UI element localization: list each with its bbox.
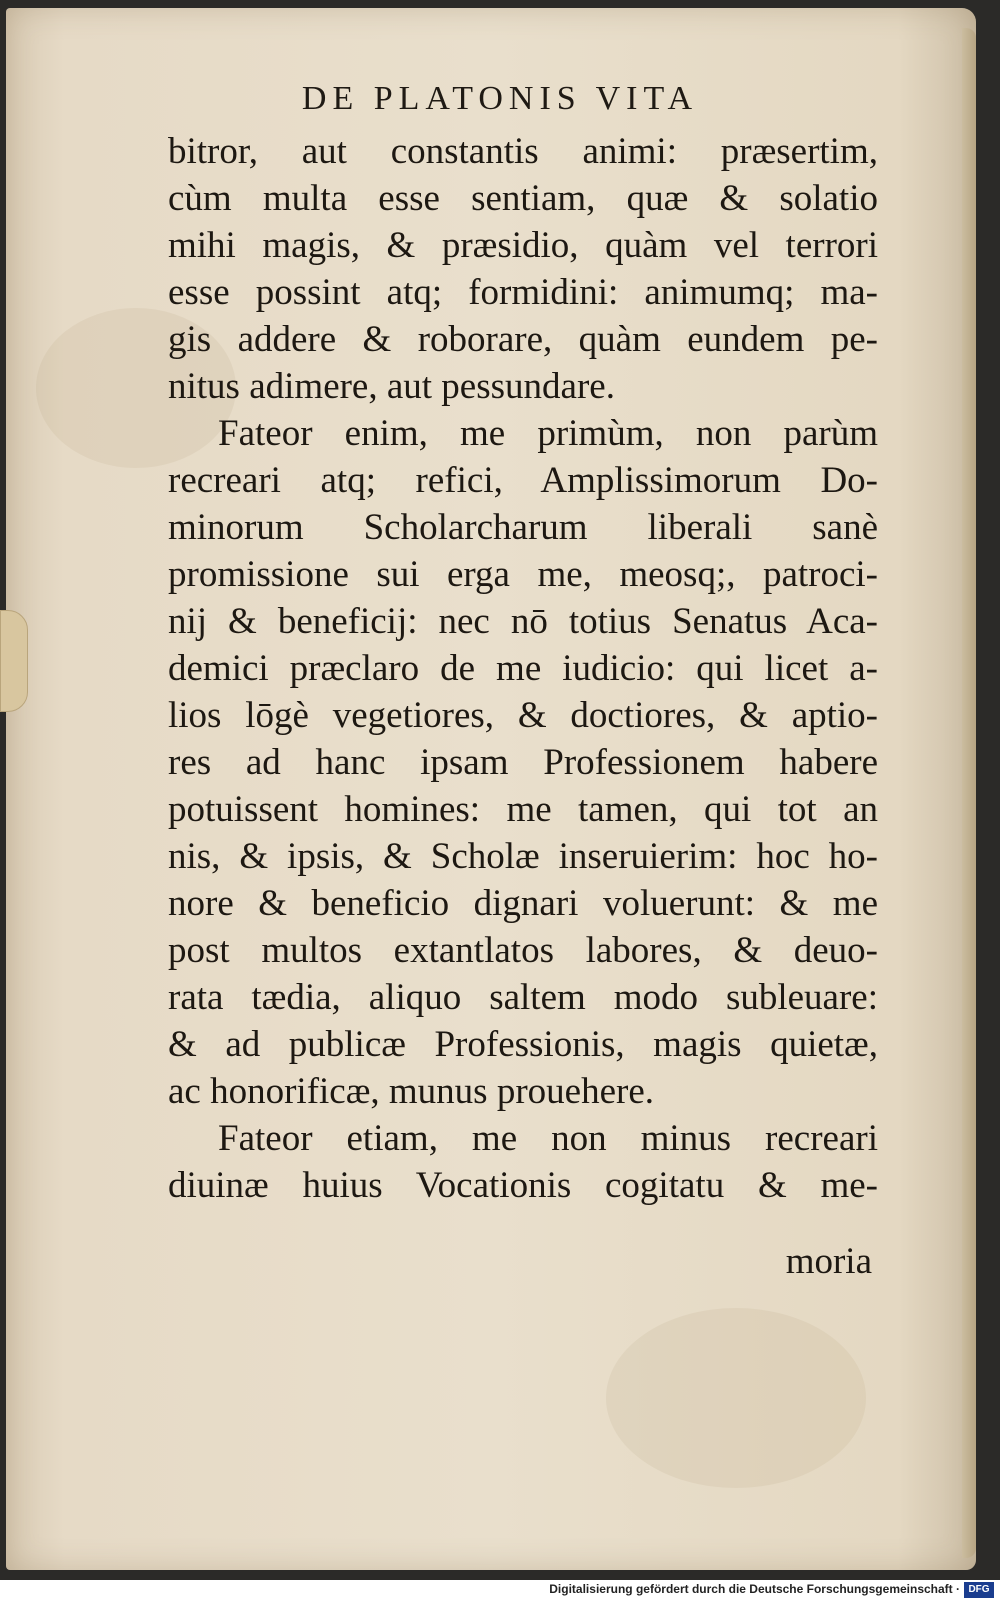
text-line: rata tædia, aliquo saltem modo subleuare: <box>168 977 878 1018</box>
running-head: DE PLATONIS VITA <box>301 80 699 117</box>
text-line: diuinæ huius Vocationis cogitatu & me- <box>168 1165 878 1206</box>
text-line: nis, & ipsis, & Scholæ inseruierim: hoc ho- <box>168 836 878 877</box>
dfg-logo: DFG <box>964 1582 994 1598</box>
page-tab <box>0 610 28 712</box>
text-line: cùm multa esse sentiam, quæ & solatio <box>168 178 878 219</box>
footer-credit: Digitalisierung gefördert durch die Deutsche Forschungsgemeinschaft · <box>549 1582 960 1596</box>
text-line: nitus adimere, aut pessundare. <box>168 366 615 407</box>
paper-stain <box>606 1308 866 1488</box>
text-line: recreari atq; refici, Amplissimorum Do- <box>168 460 878 501</box>
text-line: minorum Scholarcharum liberali sanè <box>168 507 878 548</box>
text-line: lios lōgè vegetiores, & doctiores, & aptio- <box>168 695 878 736</box>
text-line: post multos extantlatos labores, & deuo- <box>168 930 878 971</box>
page-edge <box>962 28 976 1558</box>
text-line: promissione sui erga me, meosq;, patroci- <box>168 554 878 595</box>
text-line: bitror, aut constantis animi: præsertim, <box>168 131 878 172</box>
catchword: moria <box>785 1241 872 1282</box>
text-line: ac honorificæ, munus prouehere. <box>168 1071 654 1112</box>
text-line: demici præclaro de me iudicio: qui licet a- <box>168 648 878 689</box>
text-line: nore & beneficio dignari voluerunt: & me <box>168 883 878 924</box>
text-line: nij & beneficij: nec nō totius Senatus Aca- <box>168 601 878 642</box>
body-text <box>168 128 878 1209</box>
text-line: gis addere & roborare, quàm eundem pe- <box>168 319 878 360</box>
text-line: esse possint atq; formidini: animumq; ma- <box>168 272 878 313</box>
text-line: Fateor etiam, me non minus recreari <box>218 1118 878 1159</box>
text-line: & ad publicæ Professionis, magis quietæ, <box>168 1024 878 1065</box>
text-line: Fateor enim, me primùm, non parùm <box>218 413 878 454</box>
text-line: mihi magis, & præsidio, quàm vel terrori <box>168 225 878 266</box>
text-line: potuissent homines: me tamen, qui tot an <box>168 789 878 830</box>
text-line: res ad hanc ipsam Professionem habere <box>168 742 878 783</box>
